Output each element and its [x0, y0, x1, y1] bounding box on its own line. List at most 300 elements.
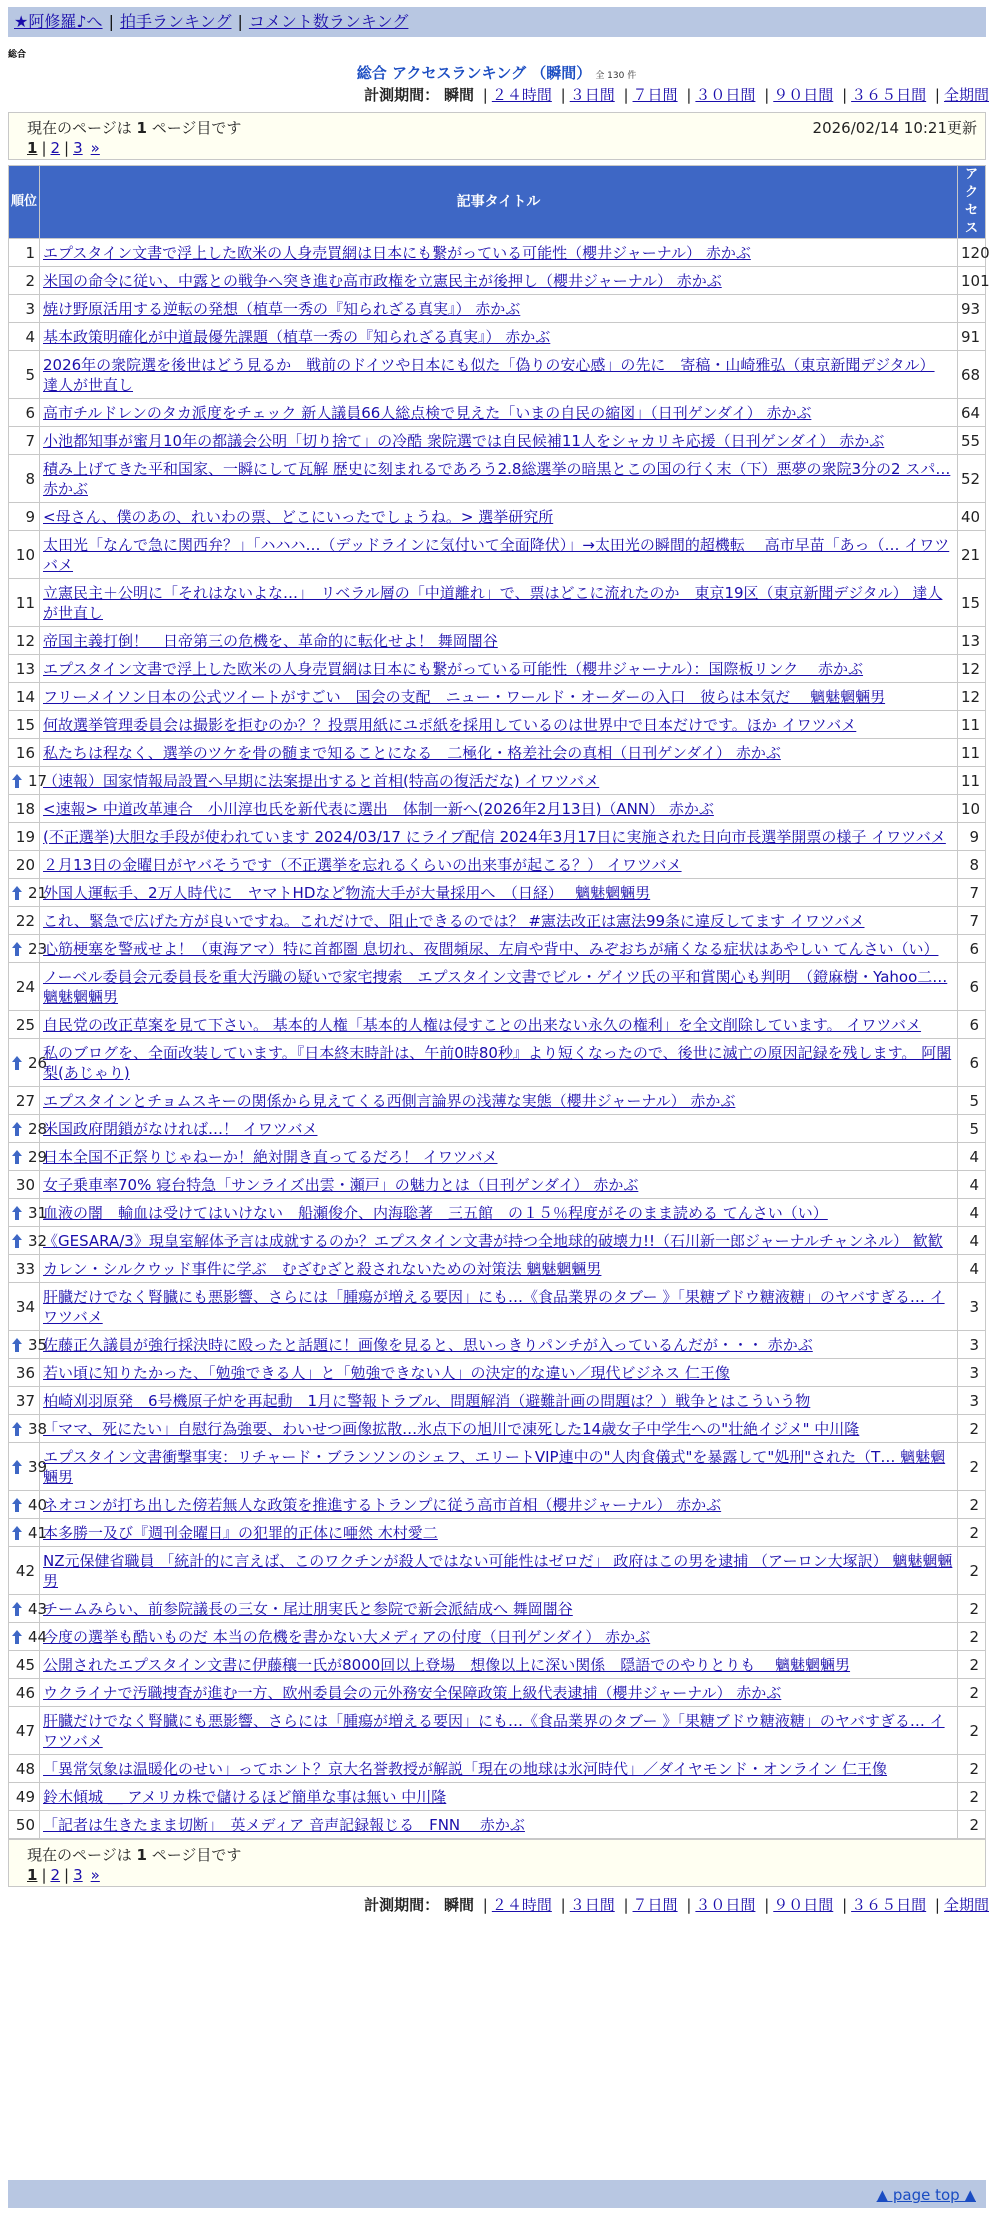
article-link[interactable]: 焼け野原活用する逆転の発想（植草一秀の『知られざる真実』） 赤かぶ	[43, 300, 521, 318]
title-cell	[40, 399, 958, 427]
rank-number: 45	[15, 1656, 35, 1674]
rank-number: 48	[15, 1760, 35, 1778]
rank-cell	[9, 907, 40, 935]
current-page-info	[27, 117, 241, 138]
rank-cell	[9, 767, 48, 795]
rank-cell	[9, 1519, 48, 1547]
rank-cell	[9, 1595, 48, 1623]
period-link-365d[interactable]: ３６５日間	[851, 86, 927, 104]
title-cell	[40, 767, 958, 795]
table-row	[9, 455, 986, 503]
access-count: 7	[958, 879, 986, 907]
article-link[interactable]: ノーベル委員会元委員長を重大汚職の疑いで家宅捜索 エプスタイン文書でビル・ゲイツ氏の平和賞関心も判明 （鐙麻樹・Yahoo二… 魑魅魍魎男	[43, 968, 948, 1006]
article-link[interactable]: 女子乗車率70% 寝台特急「サンライズ出雲・瀬戸」の魅力とは（日刊ゲンダイ） 赤かぶ	[43, 1176, 639, 1194]
rank-cell	[9, 1547, 40, 1595]
table-row	[9, 1143, 986, 1171]
article-link[interactable]: 米国の命令に従い、中露との戦争へ突き進む高市政権を立憲民主が後押し（櫻井ジャーナル） 赤かぶ	[43, 272, 722, 290]
title-cell	[40, 851, 958, 879]
access-count: 13	[958, 627, 986, 655]
article-link[interactable]: エプスタイン文書で浮上した欧米の人身売買網は日本にも繋がっている可能性（櫻井ジャーナル） 赤かぶ	[43, 244, 751, 262]
table-row	[9, 1227, 986, 1255]
title-cell	[40, 739, 958, 767]
table-row	[9, 795, 986, 823]
article-link[interactable]: これ、緊急で広げた方が良いですね。これだけで、阻止できるのでは？ #憲法改正は憲法99条に違反してます イワツバメ	[43, 912, 865, 930]
rank-number: 38	[28, 1420, 48, 1438]
current-page-number: 1	[136, 119, 147, 137]
title-cell	[40, 627, 958, 655]
rank-cell	[9, 1331, 48, 1359]
table-row	[9, 531, 986, 579]
page-link-3[interactable]: 3	[73, 139, 83, 157]
rank-number: 49	[15, 1788, 35, 1806]
access-count: 91	[958, 323, 986, 351]
period-current: 瞬間	[443, 86, 474, 104]
rank-up-arrow-icon	[12, 1234, 22, 1248]
total-count: 全 130 件	[595, 71, 637, 81]
access-count: 2	[958, 1651, 986, 1679]
article-link[interactable]: 「ママ、死にたい」自慰行為強要、わいせつ画像拡散…氷点下の旭川で凍死した14歳女子中学生への"壮絶イジメ" 中川隆	[43, 1420, 860, 1438]
rank-cell	[9, 1115, 48, 1143]
title-cell	[40, 579, 958, 627]
article-link[interactable]: 鈴木傾城 ＿ アメリカ株で儲けるほど簡単な事は無い 中川隆	[43, 1788, 447, 1806]
top-nav-bar	[8, 7, 986, 37]
rank-number: 32	[28, 1232, 48, 1250]
article-link[interactable]: 積み上げてきた平和国家、一瞬にして瓦解 歴史に刻まれるであろう2.8総選挙の暗黒とこの国の行く末（下）悪夢の衆院3分の2 スパ… 赤かぶ	[43, 460, 951, 498]
access-count: 5	[958, 1087, 986, 1115]
rank-cell	[9, 1707, 40, 1755]
rank-cell	[9, 579, 40, 627]
table-row	[9, 1039, 986, 1087]
rank-number: 15	[15, 716, 35, 734]
article-link[interactable]: 肝臓だけでなく腎臓にも悪影響、さらには「腫瘍が増える要因」にも…《食品業界のタブー 》「果糖ブドウ糖液糖」のヤバすぎる… イワツバメ	[43, 1288, 945, 1326]
article-link[interactable]: ネオコンが打ち出した傍若無人な政策を推進するトランプに従う高市首相（櫻井ジャーナル） 赤かぶ	[43, 1496, 722, 1514]
table-row	[9, 1331, 986, 1359]
title-cell	[40, 1087, 958, 1115]
access-count: 2	[958, 1415, 986, 1443]
article-link[interactable]: チームみらい、前参院議長の三女・尾辻朋実氏と参院で新会派結成へ 舞岡闇谷	[43, 1600, 573, 1618]
table-row	[9, 323, 986, 351]
article-link[interactable]: エプスタイン文書で浮上した欧米の人身売買網は日本にも繋がっている可能性（櫻井ジャーナル）：国際板リンク 赤かぶ	[43, 660, 864, 678]
table-row	[9, 399, 986, 427]
article-link[interactable]: 何故選挙管理委員会は撮影を拒むのか？？投票用紙にユポ紙を採用しているのは世界中で日本だけです。ほか イワツバメ	[43, 716, 857, 734]
table-row	[9, 351, 986, 399]
access-count: 2	[958, 1443, 986, 1491]
table-row	[9, 935, 986, 963]
rank-number: 12	[15, 632, 35, 650]
rank-cell	[9, 455, 40, 503]
nav-link-asyura-home[interactable]: ★阿修羅♪へ	[14, 12, 103, 31]
access-count: 40	[958, 503, 986, 531]
article-link[interactable]: 帝国主義打倒！ 日帝第三の危機を、革命的に転化せよ！ 舞岡闇谷	[43, 632, 498, 650]
article-link[interactable]: 「記者は生きたまま切断」 英メディア 音声記録報じる FNN 赤かぶ	[43, 1816, 525, 1834]
title-cell	[40, 683, 958, 711]
article-link[interactable]: <速報> 中道改革連合 小川淳也氏を新代表に選出 体制一新へ(2026年2月13日)（ANN） 赤かぶ	[43, 800, 714, 818]
table-row	[9, 1755, 986, 1783]
rank-cell	[9, 1199, 48, 1227]
table-row	[9, 627, 986, 655]
access-count: 12	[958, 655, 986, 683]
rank-cell	[9, 823, 40, 851]
pager-bottom	[8, 1839, 986, 1887]
rank-number: 42	[15, 1562, 35, 1580]
access-count: 2	[958, 1595, 986, 1623]
table-row	[9, 1115, 986, 1143]
access-count: 12	[958, 683, 986, 711]
page-info-suffix: ページ目です	[151, 1846, 242, 1864]
article-link[interactable]: カレン・シルクウッド事件に学ぶ むざむざと殺されないための対策法 魑魅魍魎男	[43, 1260, 602, 1278]
period-current: 瞬間	[443, 1896, 474, 1914]
access-count: 2	[958, 1679, 986, 1707]
rank-number: 41	[28, 1524, 48, 1542]
article-link[interactable]: （速報）国家情報局設置へ早期に法案提出すると首相(特高の復活だな) イワツバメ	[43, 772, 600, 790]
period-link-24h[interactable]: ２４時間	[491, 1896, 552, 1914]
rank-cell	[9, 1227, 48, 1255]
access-count: 101	[958, 267, 986, 295]
nav-link-comment-ranking[interactable]: コメント数ランキング	[248, 12, 409, 31]
rank-number: 22	[15, 912, 35, 930]
rank-cell	[9, 1087, 40, 1115]
title-cell	[40, 963, 958, 1011]
title-cell	[40, 503, 958, 531]
title-cell	[40, 1519, 958, 1547]
article-link[interactable]: 今度の選挙も酷いものだ 本当の危機を書かない大メディアの付度（日刊ゲンダイ） 赤かぶ	[43, 1628, 651, 1646]
table-row	[9, 1387, 986, 1415]
title-cell	[40, 1783, 958, 1811]
rank-cell	[9, 1651, 40, 1679]
rank-cell	[9, 503, 40, 531]
title-cell	[40, 1039, 958, 1087]
page-title-text: 総合 アクセスランキング （瞬間）	[356, 64, 592, 82]
article-link[interactable]: 心筋梗塞を警戒せよ！（東海アマ）特に首都圏 息切れ、夜間頻尿、左肩や背中、みぞおちが痛くなる症状はあやしい てんさい（い）	[43, 940, 939, 958]
rank-up-arrow-icon	[12, 1206, 22, 1220]
article-link[interactable]: 私のブログを、全面改装しています。『日本終末時計は、午前0時80秒』より短くなったので、後世に滅亡の原因記録を残します。 阿闍梨(あじゃり)	[43, 1044, 952, 1082]
pager-top	[8, 112, 986, 160]
rank-cell	[9, 399, 40, 427]
title-cell	[40, 907, 958, 935]
title-cell	[40, 531, 958, 579]
article-link[interactable]: エプスタイン文書衝撃事実：リチャード・ブランソンのシェフ、エリートVIP連中の"人肉食儀式"を暴露して"処刑"された（T… 魑魅魍魎男	[43, 1448, 946, 1486]
table-row	[9, 1255, 986, 1283]
article-link[interactable]: 2026年の衆院選を後世はどう見るか 戦前のドイツや日本にも似た「偽りの安心感」の先に 寄稿・山崎雅弘（東京新聞デジタル） 達人が世直し	[43, 356, 935, 394]
pagination: 1 | 2 | 3 »	[27, 1866, 100, 1884]
table-row	[9, 1519, 986, 1547]
title-cell	[40, 879, 958, 907]
rank-number: 3	[25, 300, 35, 318]
rank-cell	[9, 1283, 40, 1331]
rank-number: 4	[25, 328, 35, 346]
title-cell	[40, 1707, 958, 1755]
rank-up-arrow-icon	[12, 886, 22, 900]
rank-number: 11	[15, 594, 35, 612]
rank-number: 5	[25, 366, 35, 384]
rank-cell	[9, 1443, 48, 1491]
rank-up-arrow-icon	[12, 942, 22, 956]
article-link[interactable]: (不正選挙)大胆な手段が使われています 2024/03/17 にライブ配信 2024年3月17日に実施された日向市長選挙開票の様子 イワツバメ	[43, 828, 946, 846]
article-link[interactable]: フリーメイソン日本の公式ツイートがすごい 国会の支配 ニュー・ワールド・オーダーの入口 彼らは本気だ 魑魅魍魎男	[43, 688, 886, 706]
title-cell	[40, 1811, 958, 1839]
rank-number: 40	[28, 1496, 48, 1514]
nav-link-clap-ranking[interactable]: 拍手ランキング	[119, 12, 232, 31]
rank-cell	[9, 1623, 48, 1651]
rank-number: 18	[15, 800, 35, 818]
article-link[interactable]: ウクライナで汚職捜査が進む一方、欧州委員会の元外務安全保障政策上級代表逮捕（櫻井ジャーナル） 赤かぶ	[43, 1684, 782, 1702]
title-cell	[40, 711, 958, 739]
rank-number: 29	[28, 1148, 48, 1166]
table-row	[9, 1087, 986, 1115]
table-row	[9, 655, 986, 683]
access-count: 120	[958, 239, 986, 267]
rank-number: 23	[28, 940, 48, 958]
access-count: 5	[958, 1115, 986, 1143]
updated-timestamp: 2026/02/14 10:21更新	[812, 119, 977, 137]
title-cell	[40, 655, 958, 683]
article-link[interactable]: 立憲民主＋公明に「それはないよな…」 リベラル層の「中道離れ」で、票はどこに流れたのか 東京19区（東京新聞デジタル） 達人が世直し	[43, 584, 943, 622]
title-cell	[40, 1443, 958, 1491]
rank-cell	[9, 1255, 40, 1283]
rank-number: 2	[25, 272, 35, 290]
rank-cell	[9, 1491, 48, 1519]
rank-number: 20	[15, 856, 35, 874]
access-count: 3	[958, 1387, 986, 1415]
title-cell	[40, 267, 958, 295]
article-link[interactable]: 太田光「なんで急に関西弁？」「ハハハ…（デッドラインに気付いて全面降伏）」→太田光の瞬間的超機転 高市早苗「あっ（… イワツバメ	[43, 536, 950, 574]
period-link-7d[interactable]: ７日間	[632, 86, 678, 104]
rank-number: 16	[15, 744, 35, 762]
table-row	[9, 1415, 986, 1443]
access-count: 2	[958, 1623, 986, 1651]
page-link-1-current: 1	[27, 1866, 38, 1884]
access-count: 6	[958, 1011, 986, 1039]
rank-up-arrow-icon	[12, 1526, 22, 1540]
article-link[interactable]: 私たちは程なく、選挙のツケを骨の髄まで知ることになる 二極化・格差社会の真相（日刊ゲンダイ） 赤かぶ	[43, 744, 781, 762]
rank-up-arrow-icon	[12, 1498, 22, 1512]
access-count: 2	[958, 1491, 986, 1519]
rank-number: 17	[28, 772, 48, 790]
access-count: 55	[958, 427, 986, 455]
rank-cell	[9, 351, 40, 399]
rank-cell	[9, 1415, 48, 1443]
table-row	[9, 767, 986, 795]
table-row	[9, 239, 986, 267]
access-count: 3	[958, 1283, 986, 1331]
period-link-30d[interactable]: ３０日間	[695, 86, 756, 104]
rank-number: 13	[15, 660, 35, 678]
title-cell	[40, 427, 958, 455]
access-count: 64	[958, 399, 986, 427]
access-count: 9	[958, 823, 986, 851]
article-link[interactable]: 公開されたエプスタイン文書に伊藤穰一氏が8000回以上登場 想像以上に深い関係 隠語でのやりとりも 魑魅魍魎男	[43, 1656, 851, 1674]
table-row	[9, 1547, 986, 1595]
rank-cell	[9, 1011, 40, 1039]
access-count: 2	[958, 1707, 986, 1755]
rank-number: 21	[28, 884, 48, 902]
table-row	[9, 295, 986, 323]
access-count: 4	[958, 1255, 986, 1283]
rank-cell	[9, 1811, 40, 1839]
period-link-all[interactable]: 全期間	[943, 86, 989, 104]
period-link-3d[interactable]: ３日間	[569, 86, 615, 104]
page-info-suffix: ページ目です	[151, 119, 242, 137]
title-cell	[40, 1199, 958, 1227]
article-link[interactable]: 米国政府閉鎖がなければ…！ イワツバメ	[43, 1120, 318, 1138]
article-link[interactable]: 肝臓だけでなく腎臓にも悪影響、さらには「腫瘍が増える要因」にも…《食品業界のタブー 》「果糖ブドウ糖液糖」のヤバすぎる… イワツバメ	[43, 1712, 945, 1750]
access-count: 11	[958, 711, 986, 739]
rank-cell	[9, 795, 40, 823]
title-cell	[40, 455, 958, 503]
table-row	[9, 1595, 986, 1623]
rank-number: 44	[28, 1628, 48, 1646]
page-top-link[interactable]: ▲ page top ▲	[876, 2186, 976, 2204]
period-label: 計測期間：	[364, 1896, 440, 1914]
access-count: 11	[958, 767, 986, 795]
article-link[interactable]: 外国人運転手、2万人時代に ヤマトHDなど物流大手が大量採用へ （日経） 魑魅魍魎男	[43, 884, 651, 902]
rank-cell	[9, 295, 40, 323]
footer-bar	[8, 2180, 986, 2208]
rank-number: 19	[15, 828, 35, 846]
page-link-3[interactable]: 3	[73, 1866, 83, 1884]
table-row	[9, 1623, 986, 1651]
article-link[interactable]: 本多勝一及び『週刊金曜日』の犯罪的正体に唖然 木村愛二	[43, 1524, 438, 1542]
rank-number: 33	[15, 1260, 35, 1278]
title-cell	[40, 1415, 958, 1443]
nav-separator: |	[108, 12, 114, 31]
access-count: 2	[958, 1519, 986, 1547]
table-row	[9, 1359, 986, 1387]
rank-number: 27	[15, 1092, 35, 1110]
rank-cell	[9, 935, 48, 963]
title-cell	[40, 1491, 958, 1519]
rank-number: 8	[25, 470, 35, 488]
rank-cell	[9, 711, 40, 739]
section-label: 総合	[8, 50, 27, 60]
page-link-2[interactable]: 2	[50, 1866, 61, 1884]
article-link[interactable]: エプスタインとチョムスキーの関係から見えてくる西側言論界の浅薄な実態（櫻井ジャーナル） 赤かぶ	[43, 1092, 736, 1110]
article-link[interactable]: 「異常気象は温暖化のせい」ってホント？京大名誉教授が解説「現在の地球は氷河時代」／ダイヤモンド・オンライン 仁王像	[43, 1760, 888, 1778]
title-column-header: 記事タイトル	[40, 166, 958, 239]
period-link-90d[interactable]: ９０日間	[773, 1896, 834, 1914]
access-count: 4	[958, 1227, 986, 1255]
article-link[interactable]: 若い頃に知りたかった、「勉強できる人」と「勉強できない人」の決定的な違い／現代ビジネス 仁王像	[43, 1364, 730, 1382]
rank-cell	[9, 879, 48, 907]
rank-number: 39	[28, 1458, 48, 1476]
article-link[interactable]: 日本全国不正祭りじゃねーか！絶対開き直ってるだろ！ イワツバメ	[43, 1148, 498, 1166]
rank-up-arrow-icon	[12, 1630, 22, 1644]
rank-number: 37	[15, 1392, 35, 1410]
article-link[interactable]: 自民党の改正草案を見て下さい。 基本的人権「基本的人権は侵すことの出来ない永久の権利」を全文削除しています。 イワツバメ	[43, 1016, 922, 1034]
rank-column-header: 順位	[9, 166, 40, 239]
title-cell	[40, 239, 958, 267]
title-cell	[40, 323, 958, 351]
rank-cell	[9, 963, 40, 1011]
rank-number: 6	[25, 404, 35, 422]
rank-cell	[9, 1171, 40, 1199]
rank-number: 34	[15, 1298, 35, 1316]
table-row	[9, 963, 986, 1011]
rank-cell	[9, 739, 40, 767]
table-row	[9, 1491, 986, 1519]
period-link-30d[interactable]: ３０日間	[695, 1896, 756, 1914]
rank-cell	[9, 239, 40, 267]
rank-number: 9	[25, 508, 35, 526]
current-page-info	[27, 1844, 241, 1865]
rank-cell	[9, 267, 40, 295]
table-row	[9, 1811, 986, 1839]
title-cell	[40, 1283, 958, 1331]
article-link[interactable]: 小池都知事が蜜月10年の都議会公明「切り捨て」の冷酷 衆院選では自民候補11人をシャカリキ応援（日刊ゲンダイ） 赤かぶ	[43, 432, 885, 450]
rank-cell	[9, 851, 40, 879]
nav-separator: |	[237, 12, 243, 31]
table-row	[9, 851, 986, 879]
article-link[interactable]: <母さん、僕のあの、れいわの票、どこにいったでしょうね。> 選挙研究所	[43, 508, 554, 526]
article-link[interactable]: 高市チルドレンのタカ派度をチェック 新人議員66人総点検で見えた「いまの自民の縮図」（日刊ゲンダイ） 赤かぶ	[43, 404, 812, 422]
access-count: 6	[958, 935, 986, 963]
article-link[interactable]: 基本政策明確化が中道最優先課題（植草一秀の『知られざる真実』） 赤かぶ	[43, 328, 551, 346]
rank-number: 46	[15, 1684, 35, 1702]
rank-cell	[9, 627, 40, 655]
table-row	[9, 503, 986, 531]
access-count: 93	[958, 295, 986, 323]
next-page-link[interactable]: »	[90, 139, 100, 157]
access-count: 2	[958, 1811, 986, 1839]
table-row	[9, 1199, 986, 1227]
page-info-prefix: 現在のページは	[27, 119, 132, 137]
page-link-2[interactable]: 2	[50, 139, 61, 157]
period-link-all[interactable]: 全期間	[943, 1896, 989, 1914]
rank-cell	[9, 1783, 40, 1811]
article-link[interactable]: ２月13日の金曜日がヤバそうです（不正選挙を忘れるくらいの出来事が起こる？） イワツバメ	[43, 856, 682, 874]
ranking-table	[8, 165, 990, 1839]
article-link[interactable]: 血液の闇 輸血は受けてはいけない 船瀬俊介、内海聡著 三五館 の１５％程度がそのまま読める てんさい（い）	[43, 1204, 828, 1222]
rank-cell	[9, 683, 40, 711]
table-row	[9, 267, 986, 295]
title-cell	[40, 1387, 958, 1415]
table-row	[9, 1707, 986, 1755]
next-page-link[interactable]: »	[90, 1866, 100, 1884]
period-link-365d[interactable]: ３６５日間	[851, 1896, 927, 1914]
period-link-90d[interactable]: ９０日間	[773, 86, 834, 104]
article-link[interactable]: 《GESARA/3》現皇室解体予言は成就するのか？エプスタイン文書が持つ全地球的破壊力!!（石川新一郎ジャーナルチャンネル） 歓歓	[43, 1232, 943, 1250]
rank-up-arrow-icon	[12, 1422, 22, 1436]
article-link[interactable]: 佐藤正久議員が強行採決時に殴ったと話題に！画像を見ると、思いっきりパンチが入っているんだが・・・ 赤かぶ	[43, 1336, 813, 1354]
table-row	[9, 683, 986, 711]
title-cell	[40, 1255, 958, 1283]
period-link-24h[interactable]: ２４時間	[491, 86, 552, 104]
access-count: 2	[958, 1547, 986, 1595]
access-count: 6	[958, 963, 986, 1011]
article-link[interactable]: NZ元保健省職員 「統計的に言えば、このワクチンが殺人ではない可能性はゼロだ」 政府はこの男を逮捕 （アーロン大塚訳） 魑魅魍魎男	[43, 1552, 953, 1590]
period-selector-top: 計測期間： 瞬間 | ２４時間 | ３日間 | ７日間 | ３０日間 | ９０日間 | ３６５日間 | 全期間	[364, 86, 989, 104]
access-count: 11	[958, 739, 986, 767]
access-count: 10	[958, 795, 986, 823]
period-link-3d[interactable]: ３日間	[569, 1896, 615, 1914]
access-count: 4	[958, 1143, 986, 1171]
access-count: 21	[958, 531, 986, 579]
rank-number: 14	[15, 688, 35, 706]
rank-number: 31	[28, 1204, 48, 1222]
table-row	[9, 879, 986, 907]
rank-up-arrow-icon	[12, 1122, 22, 1136]
rank-number: 50	[15, 1816, 35, 1834]
title-cell	[40, 823, 958, 851]
article-link[interactable]: 柏崎刈羽原発 6号機原子炉を再起動 1月に警報トラブル、問題解消（避難計画の問題は？）戦争とはこういう物	[43, 1392, 811, 1410]
rank-up-arrow-icon	[12, 1056, 22, 1070]
period-link-7d[interactable]: ７日間	[632, 1896, 678, 1914]
table-row	[9, 1171, 986, 1199]
rank-cell	[9, 427, 40, 455]
access-count: 7	[958, 907, 986, 935]
table-row	[9, 711, 986, 739]
table-row	[9, 1679, 986, 1707]
